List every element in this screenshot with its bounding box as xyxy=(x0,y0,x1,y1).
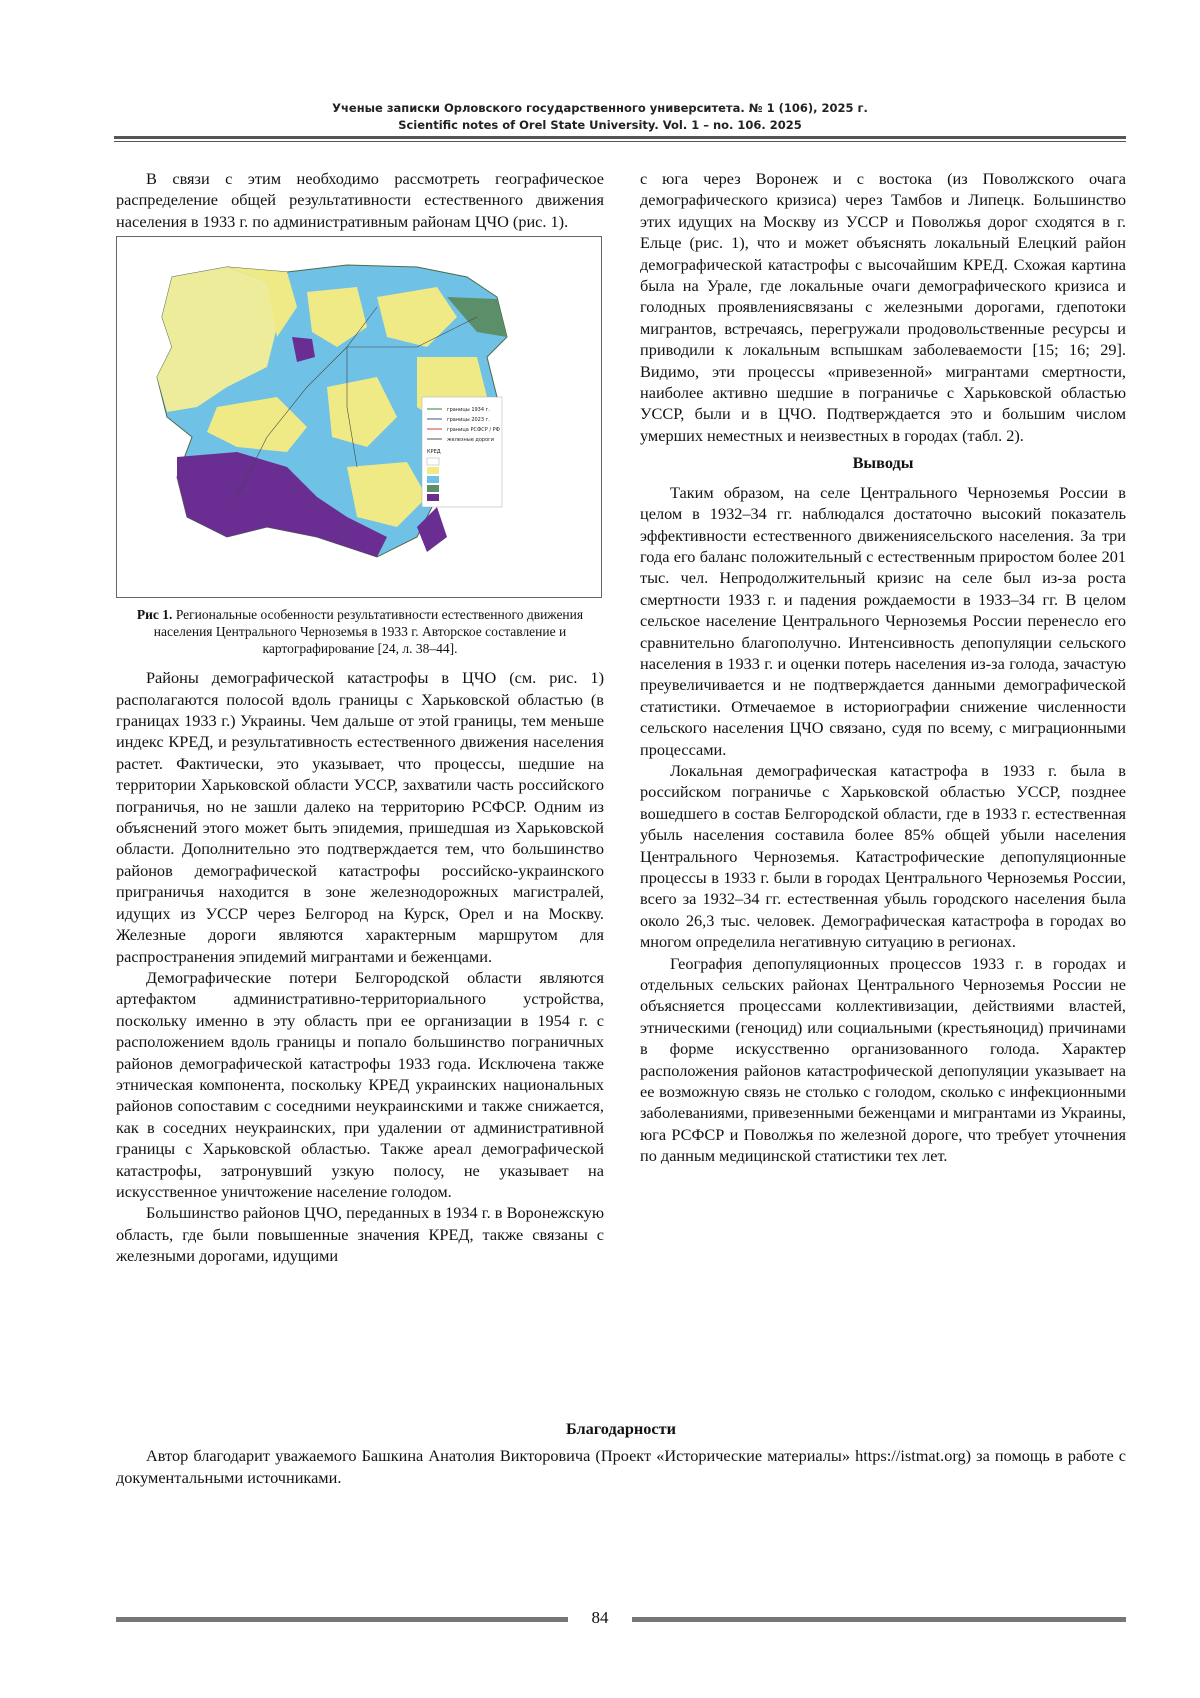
caption-label: Рис 1. xyxy=(136,607,173,623)
paragraph: Районы демографической катастрофы в ЦЧО (см. рис. 1) располагаются полосой вдоль границы с Харьковской областью (в границах 1933 г.) Украины. Чем дальше от этой границы, тем меньше индекс КРЕД, и результативность естественного движения населения растет. Фактически, это указывает, что процессы, шедшие на территории Харьковской области УССР, захватили часть российского пограничья, но не зашли далеко на территорию РСФСР. Одним из объяснений этого может быть эпидемия, пришедшая из Харьковской области. Дополнительно это подтверждается тем, что большинство районов демографической катастрофы российско-украинского приграничья находится в зоне железнодорожных магистралей, идущих из УССР через Белгород на Курск, Орел и на Москву. Железные дороги являются характерным маршрутом для распространения эпидемий мигрантами и беженцами. xyxy=(116,668,604,966)
right-column xyxy=(640,168,1126,1167)
acknowledgements xyxy=(116,1418,1126,1488)
paragraph: В связи с этим необходимо рассмотреть географическое распределение общей результативности естественного движения населения в 1933 г. по административным районам ЦЧО (рис. 1). xyxy=(116,169,604,231)
caption-text: Региональные особенности результативности естественного движения населения Центрального Черноземья в 1933 г. Авторское составление и картографирование [24, л. 38–44]. xyxy=(153,607,584,657)
journal-header xyxy=(0,100,1200,134)
paragraph: Таким образом, на селе Центрального Черноземья России в целом в 1932–34 гг. наблюдался достаточно высокий показатель эффективности естественного движениясельского населения. За три года его баланс положительный с естественным приростом более 201 тыс. чел. Непродолжительный кризис на селе был из-за роста смертности 1933 г. и падения рождаемости в 1933–34 гг. В целом сельское население Центрального Черноземья России перенесло его сравнительно благополучно. Интенсивность депопуляции сельского населения в 1933 г. и оценки потерь населения из-за голода, зачастую преувеличивается и не подтверждается данными демографической статистики. Отмечаемое в историографии снижение численности сельского населения ЦЧО связано, судя по всему, с миграционными процессами. xyxy=(640,482,1126,759)
paragraph: Демографические потери Белгородской области являются артефактом административно-территориального устройства, поскольку именно в эту область при ее организации в 1954 г. с расположением вдоль границы и попало большинство пограничных районов демографической катастрофы 1933 года. Исключена также этническая компонента, поскольку КРЕД украинских национальных районов сопоставим с соседними неукраинскими и также снижается, как в соседних неукраинских, при удалении от административной границы с Харьковской областью. Также ареал демографической катастрофы, затронувший узкую полосу, не указывает на искусственное уничтожение население голодом. xyxy=(116,967,604,1201)
ack-heading: Благодарности xyxy=(565,1419,677,1438)
journal-header-en: Scientific notes of Orel State University. Vol. 1 – no. 106. 2025 xyxy=(398,118,802,132)
legend-label: границы 2023 г. xyxy=(447,417,490,424)
left-column xyxy=(116,168,604,1267)
figure-map xyxy=(116,236,602,598)
map-legend xyxy=(422,397,502,507)
legend-label: граница РСФСР / РФ xyxy=(447,427,500,434)
legend-label: железные дороги xyxy=(447,437,495,444)
ack-text: Автор благодарит уважаемого Башкина Анатолия Викторовича (Проект «Исторические материалы» https://istmat.org) за помощь в работе с документальными источниками. xyxy=(116,1446,1126,1487)
legend-label: границы 1934 г. xyxy=(447,407,490,414)
paragraph: Большинство районов ЦЧО, переданных в 1934 г. в Воронежскую область, где были повышенные значения КРЕД, также связаны с железными дорогами, идущими xyxy=(116,1203,604,1266)
footer-rule-right xyxy=(632,1617,1126,1622)
header-rule-thin xyxy=(114,141,1126,142)
paragraph: Локальная демографическая катастрофа в 1933 г. была в российском пограничье с Харьковской областью УССР, позднее вошедшего в состав Белгородской области, где в 1933 г. естественная убыль населения составила более 85% общей убыли населения Центрального Черноземья. Катастрофические депопуляционные процессы в 1933 г. были в городах Центрального Черноземья России, всего за 1932–34 гг. естественная убыль городского населения была около 26,3 тыс. человек. Демографическая катастрофа в городах во многом определила негативную ситуацию в регионах. xyxy=(640,760,1126,952)
section-heading: Выводы xyxy=(852,453,914,473)
region-map xyxy=(117,237,601,597)
journal-header-ru: Ученые записки Орловского государственного университета. № 1 (106), 2025 г. xyxy=(332,101,868,115)
figure-caption xyxy=(116,606,604,657)
page-number: 84 xyxy=(591,1608,609,1627)
footer-rule-left xyxy=(116,1617,568,1622)
paragraph: География депопуляционных процессов 1933 г. в городах и отдельных сельских районах Центрального Черноземья России не объясняется процессами коллективизации, действиями властей, этническими (геноцид) или социальными (крестьяноцид) причинами в форме искусственно организованного голода. Характер расположения районов катастрофической депопуляции указывает на ее возможную связь не столько с голодом, сколько с инфекционными заболеваниями, привезенными беженцами и мигрантами из Украины, юга РСФСР и Поволжья по железной дороге, что требует уточнения по данным медицинской статистики тех лет. xyxy=(640,953,1126,1166)
paragraph: с юга через Воронеж и с востока (из Поволжского очага демографического кризиса) через Тамбов и Липецк. Большинство этих идущих на Москву из УССР и Поволжья дорог сходятся в г. Ельце (рис. 1), что и может объяснять локальный Елецкий район демографической катастрофы с высочайшим КРЕД. Схожая картина была на Урале, где локальные очаги демографического кризиса и голодных проявлениясвязаны с железными дорогами, гдепотоки мигрантов, встречаясь, перегружали продовольственные ресурсы и приводили к локальным вспышкам заболеваемости [15; 16; 29]. Видимо, эти процессы «привезенной» мигрантами смертности, наиболее активно шедшие в пограничье с Харьковской областью УССР, были и в ЦЧО. Подтверждается это и большим числом умерших неместных и неизвестных в городах (табл. 2). xyxy=(640,169,1126,445)
legend-title: КРЕД xyxy=(427,449,441,456)
header-rule xyxy=(114,136,1126,139)
